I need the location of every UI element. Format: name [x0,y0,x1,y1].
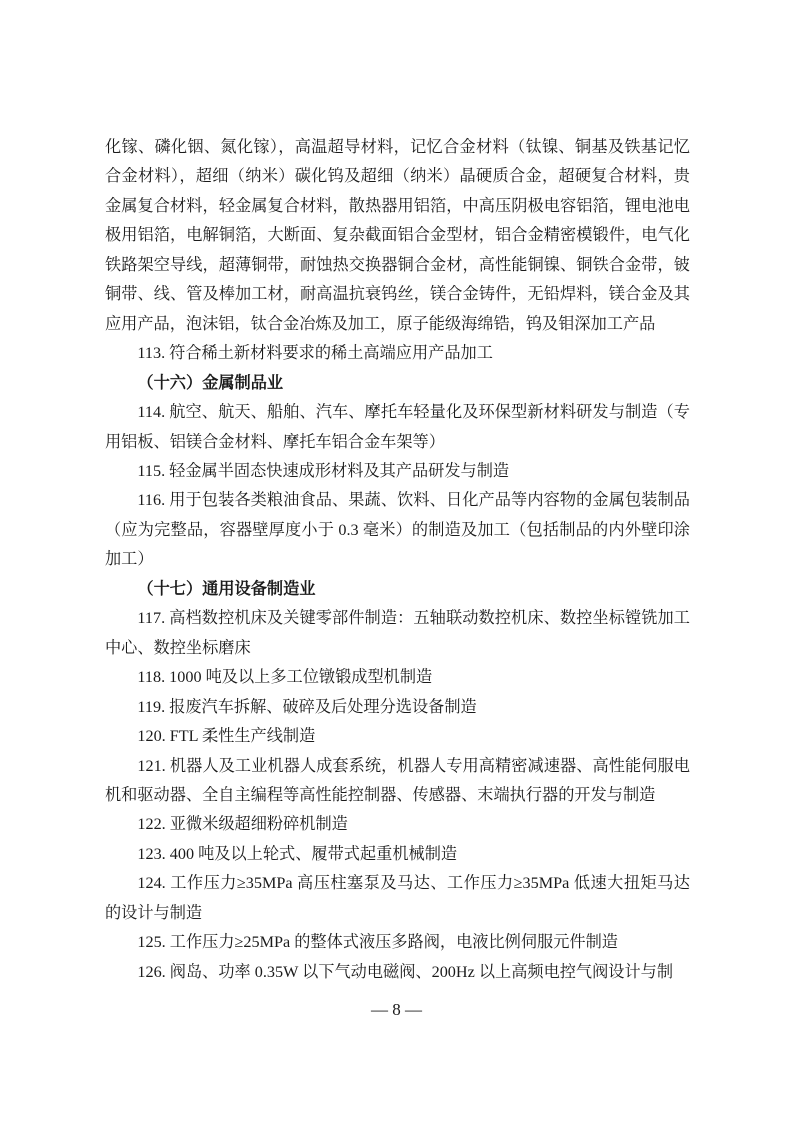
catalog-item: 120. FTL 柔性生产线制造 [137,727,316,746]
catalog-item: 115. 轻金属半固态快速成形材料及其产品研发与制造 [137,461,510,480]
catalog-item: 121. 机器人及工业机器人成套系统，机器人专用高精密减速器、高性能伺服电机和驱动器、全自主编程等高性能控制器、传感器、末端执行器的开发与制造 [105,756,690,804]
catalog-item: 117. 高档数控机床及关键零部件制造：五轴联动数控机床、数控坐标镗铣加工中心、数控坐标磨床 [105,609,690,657]
catalog-item: 113. 符合稀土新材料要求的稀土高端应用产品加工 [137,344,493,363]
catalog-item: 124. 工作压力≥35MPa 高压柱塞泵及马达、工作压力≥35MPa 低速大扭矩马达的设计与制造 [105,874,690,922]
catalog-item: 126. 阀岛、功率 0.35W 以下气动电磁阀、200Hz 以上高频电控气阀设计与制 [137,962,674,981]
page-number-label: — 8 — [371,1000,422,1019]
catalog-item: 122. 亚微米级超细粉碎机制造 [137,815,348,834]
catalog-item: 118. 1000 吨及以上多工位镦锻成型机制造 [137,668,433,687]
catalog-item: 119. 报废汽车拆解、破碎及后处理分选设备制造 [137,697,477,716]
page-number [0,1000,793,1020]
section-heading: （十七）通用设备制造业 [137,579,316,598]
catalog-item: 125. 工作压力≥25MPa 的整体式液压多路阀，电液比例伺服元件制造 [137,933,618,952]
catalog-item: 116. 用于包装各类粮油食品、果蔬、饮料、日化产品等内容物的金属包装制品（应为完整品，容器壁厚度小于 0.3 毫米）的制造及加工（包括制品的内外壁印涂加工） [105,491,690,569]
document-body [105,133,690,987]
catalog-item: 123. 400 吨及以上轮式、履带式起重机械制造 [137,844,458,863]
section-heading: （十六）金属制品业 [137,373,284,392]
body-paragraph: 化镓、磷化铟、氮化镓），高温超导材料，记忆合金材料（钛镍、铜基及铁基记忆合金材料），超细（纳米）碳化钨及超细（纳米）晶硬质合金，超硬复合材料，贵金属复合材料，轻金属复合材料，散热器用铝箔，中高压阴极电容铝箔，锂电池电极用铝箔，电解铜箔，大断面、复杂截面铝合金型材，铝合金精密模锻件，电气化铁路架空导线，超薄铜带，耐蚀热交换器铜合金材，高性能铜镍、铜铁合金带，铍铜带、线、管及棒加工材，耐高温抗衰钨丝，镁合金铸件，无铅焊料，镁合金及其应用产品，泡沫铝，钛合金冶炼及加工，原子能级海绵锆，钨及钼深加工产品 [105,138,690,333]
catalog-item: 114. 航空、航天、船舶、汽车、摩托车轻量化及环保型新材料研发与制造（专用铝板、铝镁合金材料、摩托车铝合金车架等） [105,403,690,451]
